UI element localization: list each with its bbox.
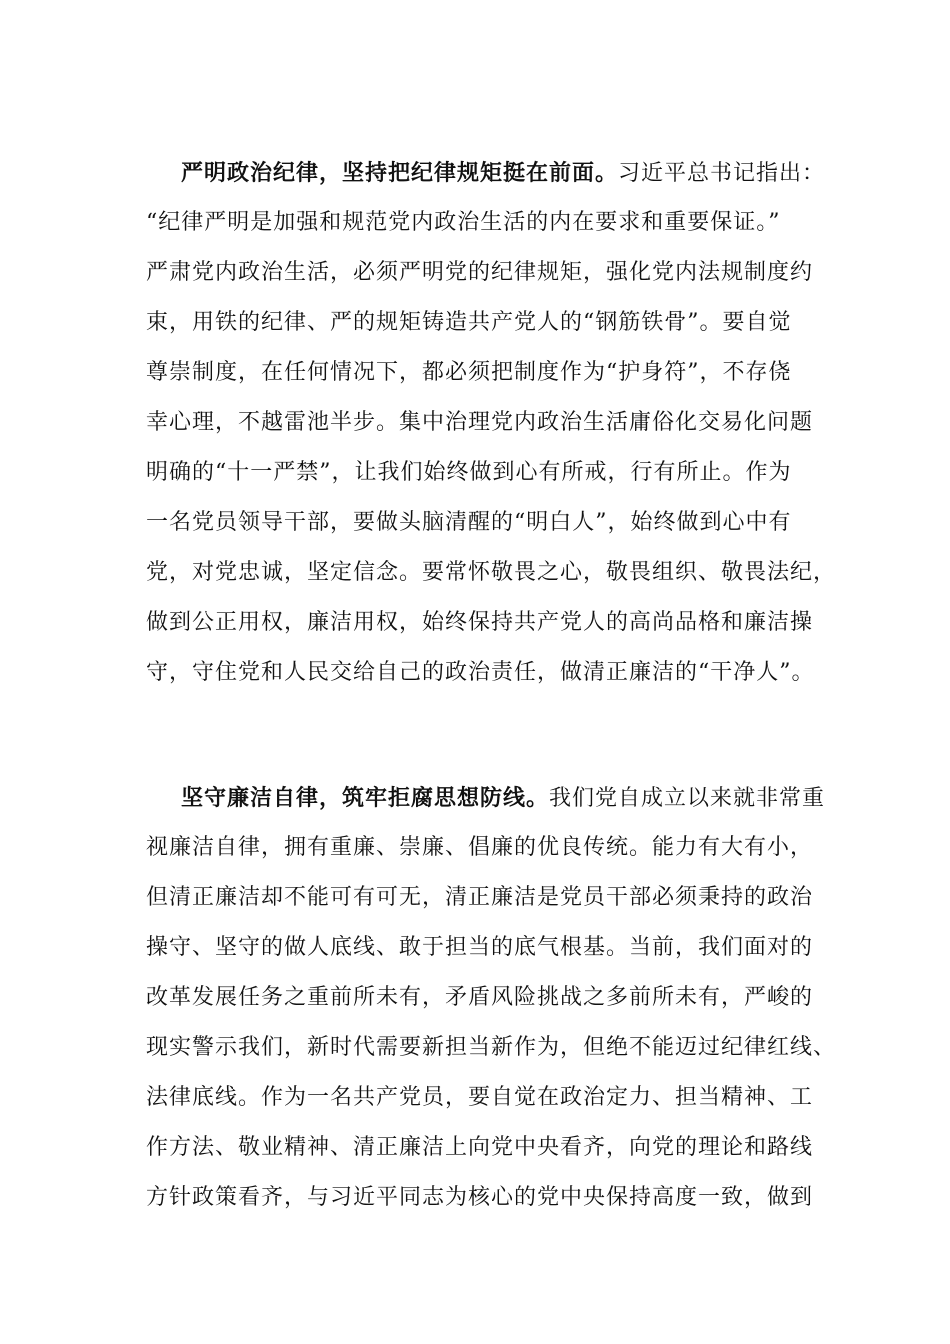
paragraph-2-heading: 坚守廉洁自律，筑牢拒腐思想防线。 xyxy=(181,785,550,811)
paragraph-1-line: 做到公正用权，廉洁用权，始终保持共产党人的高尚品格和廉洁操 xyxy=(146,610,814,635)
paragraph-2-line: 操守、坚守的做人底线、敢于担当的底气根基。当前，我们面对的 xyxy=(146,935,814,960)
paragraph-1-line: 明确的“十一严禁”，让我们始终做到心有所戒，行有所止。作为 xyxy=(146,460,792,485)
paragraph-1-line: 严肃党内政治生活，必须严明党的纪律规矩，强化党内法规制度约 xyxy=(146,260,814,285)
paragraph-1-heading: 严明政治纪律，坚持把纪律规矩挺在前面。 xyxy=(181,160,619,186)
paragraph-1-line: 守，守住党和人民交给自己的政治责任，做清正廉洁的“干净人”。 xyxy=(146,660,815,685)
paragraph-2-line: 改革发展任务之重前所未有，矛盾风险挑战之多前所未有，严峻的 xyxy=(146,985,814,1010)
paragraph-2-line: 现实警示我们，新时代需要新担当新作为，但绝不能迈过纪律红线、 xyxy=(146,1035,837,1060)
paragraph-1-first-line-text: 习近平总书记指出： xyxy=(618,161,826,186)
paragraph-2-first-line-text: 我们党自成立以来就非常重 xyxy=(549,786,826,811)
paragraph-1-line: 一名党员领导干部，要做头脑清醒的“明白人”，始终做到心中有 xyxy=(146,510,792,535)
paragraph-2-line: 方针政策看齐，与习近平同志为核心的党中央保持高度一致，做到 xyxy=(146,1185,814,1210)
paragraph-1-line: 党，对党忠诚，坚定信念。要常怀敬畏之心，敬畏组织、敬畏法纪， xyxy=(146,560,837,585)
paragraph-1-first-line xyxy=(181,158,825,189)
paragraph-2-line: 但清正廉洁却不能可有可无，清正廉洁是党员干部必须秉持的政治 xyxy=(146,885,814,910)
paragraph-2-line: 法律底线。作为一名共产党员，要自觉在政治定力、担当精神、工 xyxy=(146,1085,814,1110)
paragraph-1-line: 束，用铁的纪律、严的规矩铸造共产党人的“钢筋铁骨”。要自觉 xyxy=(146,310,792,335)
paragraph-1-line: 幸心理，不越雷池半步。集中治理党内政治生活庸俗化交易化问题 xyxy=(146,410,814,435)
paragraph-1-line: 尊崇制度，在任何情况下，都必须把制度作为“护身符”，不存侥 xyxy=(146,360,792,385)
paragraph-2-line: 视廉洁自律，拥有重廉、崇廉、倡廉的优良传统。能力有大有小， xyxy=(146,835,814,860)
paragraph-2-first-line xyxy=(181,783,825,814)
paragraph-2-line: 作方法、敬业精神、清正廉洁上向党中央看齐，向党的理论和路线 xyxy=(146,1135,814,1160)
paragraph-1-line: “纪律严明是加强和规范党内政治生活的内在要求和重要保证。” xyxy=(146,210,781,235)
